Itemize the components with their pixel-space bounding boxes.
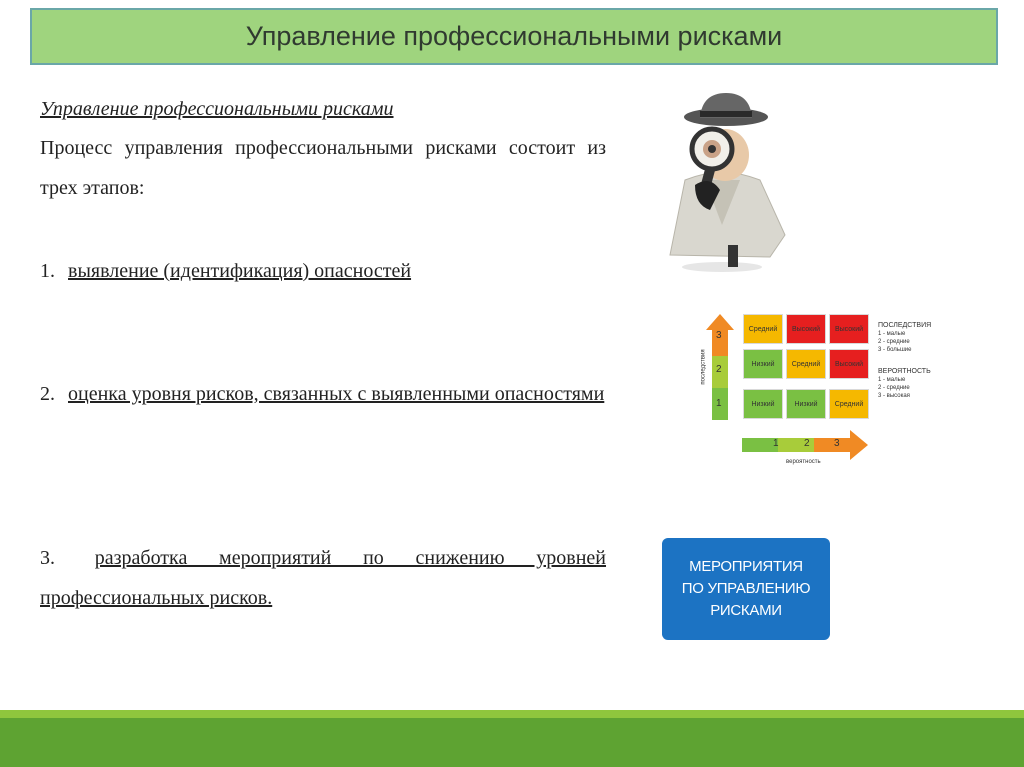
action-box-line: ПО УПРАВЛЕНИЮ [681, 580, 811, 597]
matrix-cell: Средний [829, 389, 869, 419]
page-title: Управление профессиональными рисками [245, 21, 783, 51]
action-box-line: МЕРОПРИЯТИЯ [689, 558, 803, 575]
action-box-line: РИСКАМИ [710, 602, 782, 619]
list-item-1 [40, 251, 606, 291]
legend-line: 1 - малые [878, 331, 906, 337]
legend-consequences [878, 322, 931, 354]
intro-text: Процесс управления профессиональными рисками состоит из трех этапов: [40, 137, 606, 199]
x-tick: 3 [834, 438, 840, 449]
list-item-number: 2. [40, 383, 55, 405]
list-item-text: оценка уровня рисков, связанных с выявленными опасностями [68, 383, 605, 405]
list-item-text: выявление (идентификация) опасностей [68, 260, 412, 282]
list-item-2 [40, 374, 606, 414]
legend-line: 1 - малые [878, 377, 906, 383]
risk-matrix [700, 308, 950, 468]
legend-line: 2 - средние [878, 339, 910, 345]
matrix-cell: Низкий [743, 349, 783, 379]
matrix-cell: Высокий [786, 314, 826, 344]
list-item-3 [40, 538, 606, 618]
matrix-cell: Высокий [829, 314, 869, 344]
matrix-cell: Средний [743, 314, 783, 344]
matrix-cell: Высокий [829, 349, 869, 379]
legend-probability [878, 368, 931, 400]
title-bar [30, 8, 998, 65]
detective-illustration [650, 85, 795, 275]
y-tick: 3 [716, 330, 722, 341]
matrix-cell: Низкий [743, 389, 783, 419]
legend-line: 3 - большие [878, 347, 912, 353]
list-item-number: 3. [40, 547, 55, 569]
y-tick: 1 [716, 398, 722, 409]
legend-line: 3 - высокая [878, 393, 910, 399]
x-axis-label: вероятность [786, 459, 821, 465]
legend-line: 2 - средние [878, 385, 910, 391]
footer-bar [0, 718, 1024, 767]
risk-management-measures-box [662, 538, 830, 640]
matrix-cell: Средний [786, 349, 826, 379]
y-tick: 2 [716, 364, 722, 375]
footer-accent [0, 710, 1024, 718]
matrix-cell: Низкий [786, 389, 826, 419]
subtitle: Управление профессиональными рисками [40, 98, 394, 120]
list-item-number: 1. [40, 260, 55, 282]
x-tick: 1 [773, 438, 779, 449]
y-axis-label: последствия [700, 349, 707, 385]
legend-heading: ВЕРОЯТНОСТЬ [878, 368, 931, 375]
list-item-text: разработка мероприятий по снижению уровней профессиональных рисков. [40, 547, 607, 609]
x-tick: 2 [804, 438, 810, 449]
legend-heading: ПОСЛЕДСТВИЯ [878, 322, 932, 329]
